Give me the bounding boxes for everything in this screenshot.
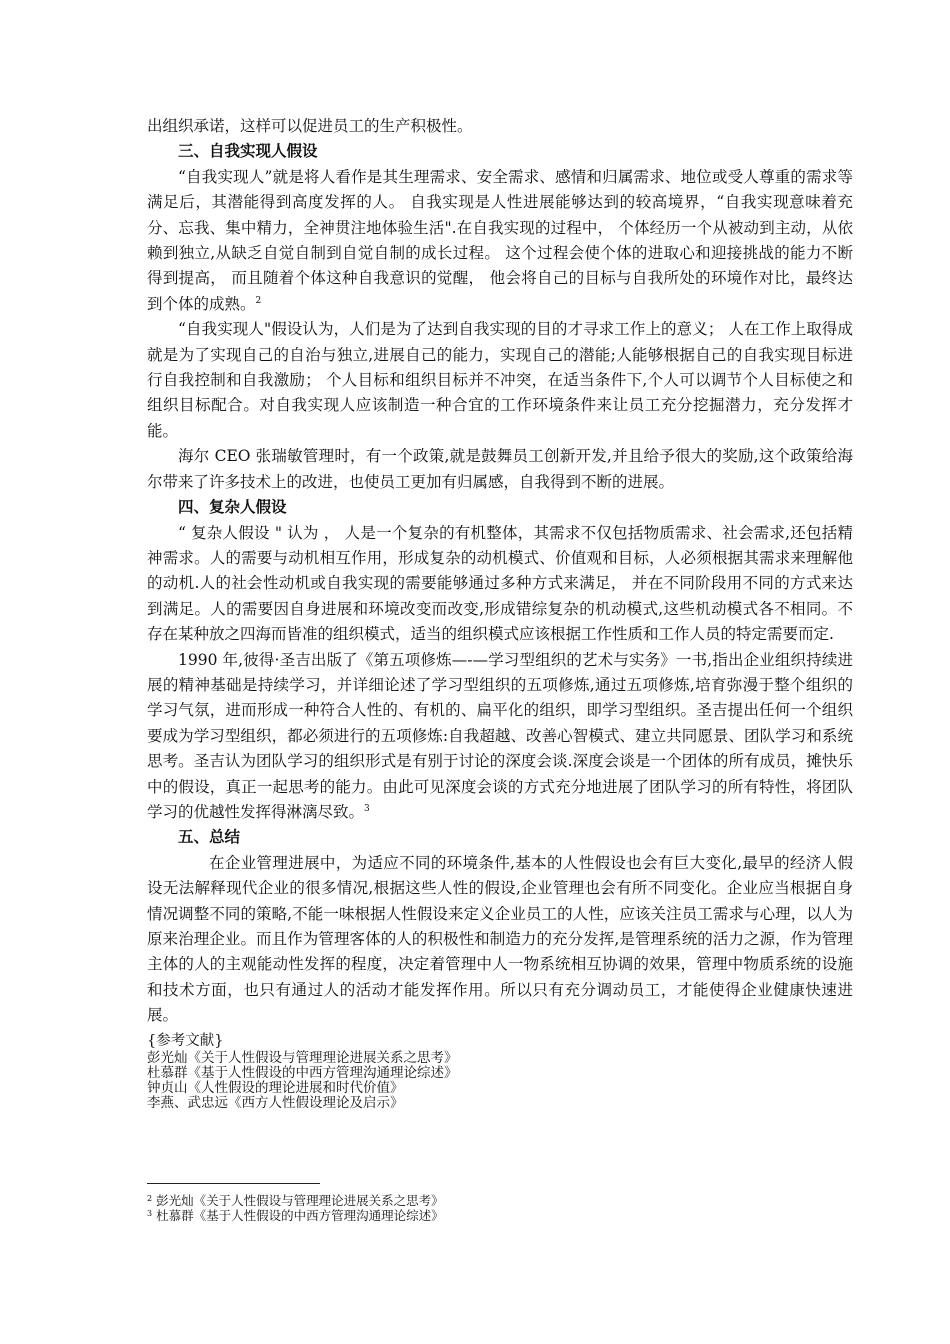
paragraph — [147, 165, 853, 317]
footnote-number: 3 — [147, 1209, 153, 1218]
paragraph: “ 复杂人假设 " 认为 ， 人是一个复杂的有机整体，其需求不仅包括物质需求、社会需求,还包括精神需求。人的需要与动机相互作用，形成复杂的动机模式、价值观和目标，人必须根据其需求来理解他的动机.人的社会性动机或自我实现的需要能够通过多种方式来满足， 并在不同阶段用不同的方式来达到满足。人的需要因自身进展和环境改变而改变,形成错综复杂的机动模式,这些机动模式各不相同。不存在某种放之四海而皆准的组织模式，适当的组织模式应该根据工作性质和工作人员的特定需要而定. — [147, 523, 853, 644]
paragraph: 在企业管理进展中，为适应不同的环境条件,基本的人性假设也会有巨大变化,最早的经济人假设无法解释现代企业的很多情况,根据这些人性的假设,企业管理也会有所不同变化。企业应当根据自身情况调整不同的策略,不能一味根据人性假设来定义企业员工的人性，应该关注员工需求与心理，以人为原来治理企业。而且作为管理客体的人的积极性和制造力的充分发挥,是管理系统的活力之源，作为管理主体的人的主观能动性发挥的程度，决定着管理中人一物系统相互协调的效果，管理中物质系统的设施和技术方面，也只有通过人的活动才能发挥作用。所以只有充分调动员工，才能使得企业健康快速进展。 — [147, 853, 853, 1025]
reference-item: 彭光灿《关于人性假设与管理理论进展关系之思考》 — [147, 1049, 458, 1066]
footnotes — [147, 1193, 747, 1223]
references-title: {参考文献} — [147, 1032, 224, 1049]
document-body — [147, 114, 853, 1111]
footnote-number: 2 — [147, 1194, 153, 1203]
paragraph: 海尔 CEO 张瑞敏管理时，有一个政策,就是鼓舞员工创新开发,并且给予很大的奖励,这个政策给海尔带来了许多技术上的改进，也使员工更加有归属感，自我得到不断的进展。 — [147, 447, 853, 491]
paragraph-text: “自我实现人”就是将人看作是其生理需求、安全需求、感情和归属需求、地位或受人尊重的需求等满足后，其潜能得到高度发挥的人。 自我实现是人性进展能够达到的较高境界，“自我实现意味着充分、忘我、集中精力，全神贯注地体验生活".在自我实现的过程中， 个体经历一个从被动到主动，从依赖到独立,从缺乏自觉自制到自觉自制的成长过程。 这个过程会使个体的进取心和迎接挑战的能力不断得到提高， 而且随着个体这种自我意识的觉醒， 他会将自己的目标与自我所处的环境作对比，最终达到个体的成熟。 — [147, 167, 853, 313]
section-heading: 五、总结 — [178, 828, 241, 847]
footnote-text: 彭光灿《关于人性假设与管理理论进展关系之思考》 — [156, 1193, 444, 1208]
section-heading: 三、自我实现人假设 — [178, 142, 318, 161]
paragraph-text: 1990 年,彼得·圣吉出版了《第五项修炼—-—学习型组织的艺术与实务》一书,指出企业组织持续进展的精神基础是持续学习，并详细论述了学习型组织的五项修炼,通过五项修炼,培育弥漫于整个组织的学习气氛，进而形成一种符合人性的、有机的、扁平化的组织，即学习型组织。圣吉提出任何一个组织要成为学习型组织，都必须进行的五项修炼:自我超越、改善心智模式、建立共同愿景、团队学习和系统思考。圣吉认为团队学习的组织形式是有别于讨论的深度会谈.深度会谈是一个团体的所有成员，摊快乐中的假设，真正一起思考的能力。由此可见深度会谈的方式充分地进展了团队学习的所有特性，将团队学习的优越性发挥得淋漓尽致。 — [147, 650, 853, 821]
paragraph — [147, 648, 853, 826]
paragraph: “自我实现人"假设认为，人们是为了达到自我实现的目的才寻求工作上的意义； 人在工作上取得成就是为了实现自己的自治与独立,进展自己的能力，实现自己的潜能;人能够根据自己的自我实现目标进行自我控制和自我激励； 个人目标和组织目标并不冲突，在适当条件下,个人可以调节个人目标使之和组织目标配合。对自我实现人应该制造一种合宜的工作环境条件来让员工充分挖掘潜力，充分发挥才能。 — [147, 320, 853, 440]
footnote-ref[interactable]: 2 — [255, 295, 262, 306]
paragraph: 出组织承诺，这样可以促进员工的生产积极性。 — [147, 117, 473, 135]
footnote-item — [147, 1208, 747, 1223]
reference-item: 杜慕群《基于人性假设的中西方管理沟通理论综述》 — [147, 1064, 458, 1081]
reference-item: 钟贞山《人性假设的理论进展和时代价值》 — [147, 1079, 404, 1096]
reference-item: 李燕、武忠远《西方人性假设理论及启示》 — [147, 1094, 404, 1111]
footnote-text: 杜慕群《基于人性假设的中西方管理沟通理论综述》 — [156, 1208, 444, 1223]
footnote-item — [147, 1193, 747, 1208]
references — [147, 1031, 853, 1111]
footnote-separator — [147, 1183, 320, 1184]
footnote-ref[interactable]: 3 — [364, 803, 370, 814]
section-heading: 四、复杂人假设 — [178, 498, 287, 517]
